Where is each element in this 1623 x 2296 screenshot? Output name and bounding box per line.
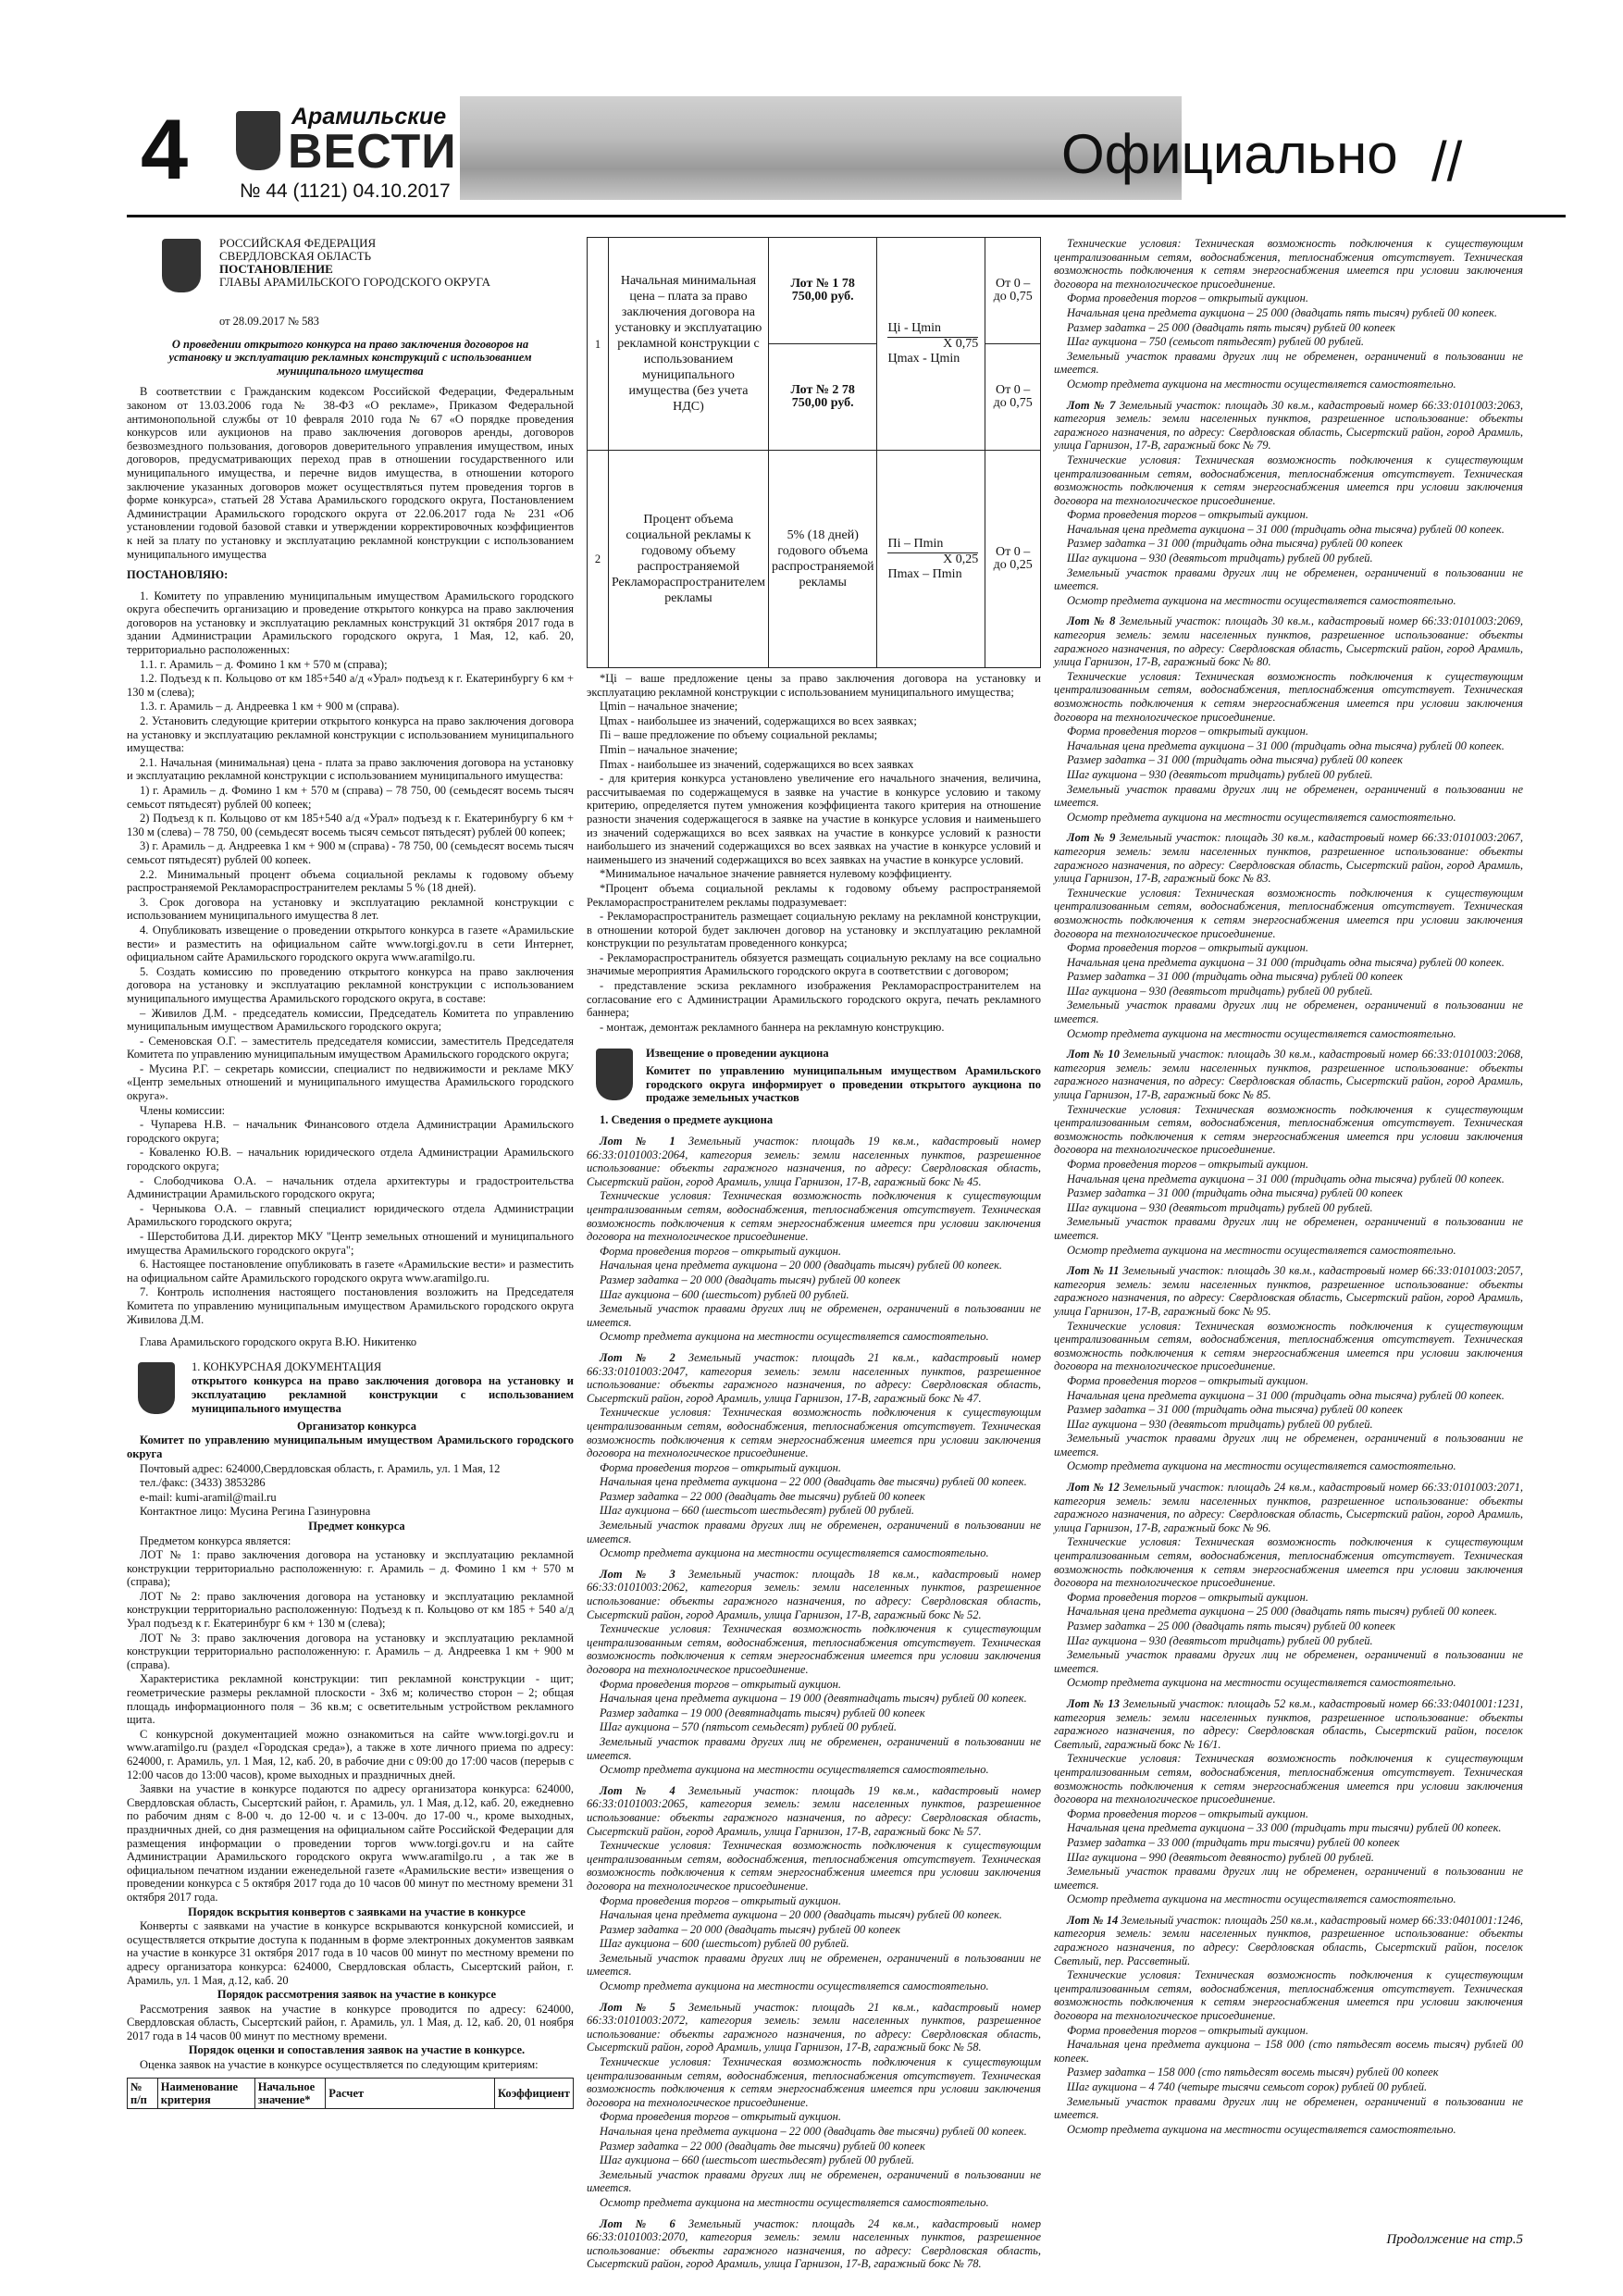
lot-6-cont: Технические условия: Техническая возможность подключения к существующим централизованным сетям, водоснабжения, теплоснабжения отсутствует. Техническая возможность подключения к сетям энергоснабжения имеется при условии заключения договора на технологическое присоединение. Форма проведения торгов – открытый аукцион. Начальная цена предмета аукциона – 25 000 (двадцать пять тысяч) рублей 00 копеек. Размер задатка – 25 000 (двадцать пять тысяч) рублей 00 копеек Шаг аукциона – 750 (семьсот пятьдесят) рублей 00 рублей. Земельный участок правами других лиц не обременен, ограничений в пользовании не имеется. Осмотр предмета аукциона на местности осуществляется самостоятельно.	[1054, 237, 1523, 391]
slash-icon: //	[1431, 130, 1463, 192]
contest-subheading: открытого конкурса на право заключения договора на установку и эксплуатацию рекламной конструкции с использованием муниципального имущества	[192, 1374, 574, 1415]
column-middle: 1 Начальная минимальная цена – плата за право заключения договора на установку и эксплуатацию рекламной конструкции с использованием муниципального имущества (без учета НДС) Лот № 1 78 750,00 руб. Ці - Цmin X 0,75 Цmax - Цmin От 0 – до 0,75 Лот № 2 78 750,00 руб. От 0 – до 0,75 2 Процент объема социальной рекламы к годовому объему распространяемой Рекламораспространителем рекламы 5% (18 дней) годового объема распространяемой рекламы Пі – Пmin X 0,25 Пmax – Пmin От 0 – до 0,25 *Ці – ваше предложение цены за право заключения договора на установку и эксплуатацию рекламной конструкции с использованием муниципального имущества; Цmin – начальное значение; Цmax - наибольшее из значений, содержащихся во всех заявках; Пі – ваше предложение по объему социальной рекламы; Пmin – начальное значение; Пmax - наибольшее из значений, содержащихся во всех заявках - для критерия конкурса установлено увеличение его начального значения, величина, рассчитываемая по содержащемуся в заявке на участие в конкурсе условию и такому критерию, определяется путем умножения коэффициента такого критерия на отношение разности значения содержащегося в заявке на участие в конкурсе условия и наименьшего из значений содержащихся во всех заявках на участие в конкурсе условий к разности наибольшего из значений содержащихся во всех заявках на участие в конкурсе условий и наименьшего из значений содержащихся во всех заявках на участие в конкурсе условий. *Минимальное начальное значение равняется нулевому коэффициенту. *Процент объема социальной рекламы к годовому объему распространяемой Рекламораспространителем рекламы подразумевает: - Рекламораспространитель размещает социальную рекламу на рекламной конструкции, в отношении которой будет заключен договор на установку и эксплуатацию рекламной конструкции по результатам проведенного конкурса; - Рекламораспространитель обязуется размещать социальную рекламу на все социально значимые мероприятия Арамильского городского округа в соответствии с договором; - представление эскиза рекламного изображения Рекламораспространителем на согласование его с Администрации Арамильского городского округа, печать рекламного баннера; - монтаж, демонтаж рекламного баннера на рекламную конструкцию. Извещение о проведении аукциона Комитет по управлению муниципальным имуществом Арамильского городского округа информирует о проведении открытого аукциона по продаже земельных участков 1. Сведения о предмете аукциона Лот № 1 Земельный участок: площадь 19 кв.м., кадастровый номер 66:33:0101003:2064, категория земель: земли населенных пунктов, разрешенное использование: объекты гаражного назначения, по адресу: Свердловская область, Сысертский район, город Арамиль, улица Гарнизон, 17-В, гаражный бокс № 45. Технические условия: Техническая возможность подключения к существующим централизованным сетям, водоснабжения, теплоснабжения отсутствует. Техническая возможность подключения к сетям энергоснабжения имеется при условии заключения договора на технологическое присоединение. Форма проведения торгов – открытый аукцион. Начальная цена предмета аукциона – 20 000 (двадцать тысяч) рублей 00 копеек. Размер задатка – 20 000 (двадцать тысяч) рублей 00 копеек Шаг аукциона – 600 (шестьсот) рублей 00 рублей. Земельный участок правами других лиц не обременен, ограничений в пользовании не имеется. Осмотр предмета аукциона на местности осуществляется самостоятельно. Лот № 2 Земельный участок: площадь 21 кв.м., кадастровый номер 66:33:0101003:2047, категория земель: земли населенных пунктов, разрешенное использование: объекты гаражного назначения, по адресу: Свердловская область, Сысертский район, город Арамиль, улица Гарнизон, 17-В, гаражный бокс № 47. Технические условия: Техническая возможность подключения к существующим централизованным сетям, водоснабжения, теплоснабжения отсутствует. Техническая возможность подключения к сетям энергоснабжения имеется при условии заключения договора на технологическое присоединение. Форма проведения торгов – открытый аукцион. Начальная цена предмета аукциона – 22 000 (двадцать две тысячи) рублей 00 копеек. Размер задатка – 22 000 (двадцать две тысячи) рублей 00 копеек Шаг аукциона – 660 (шестьсот шестьдесят) рублей 00 рублей. Земельный участок правами других лиц не обременен, ограничений в пользовании не имеется. Осмотр предмета аукциона на местности осуществляется самостоятельно. Лот № 3 Земельный участок: площадь 18 кв.м., кадастровый номер 66:33:0101003:2062, категория земель: земли населенных пунктов, разрешенное использование: объекты гаражного назначения, по адресу: Свердловская область, Сысертский район, город Арамиль, улица Гарнизон, 17-В, гаражный бокс № 52. Технические условия: Техническая возможность подключения к существующим централизованным сетям, водоснабжения, теплоснабжения отсутствует. Техническая возможность подключения к сетям энергоснабжения имеется при условии заключения договора на технологическое присоединение. Форма проведения торгов – открытый аукцион. Начальная цена предмета аукциона – 19 000 (девятнадцать тысяч) рублей 00 копеек. Размер задатка – 19 000 (девятнадцать тысяч) рублей 00 копеек Шаг аукциона – 570 (пятьсот семьдесят) рублей 00 рублей. Земельный участок правами других лиц не обременен, ограничений в пользовании не имеется. Осмотр предмета аукциона на местности осуществляется самостоятельно. Лот № 4 Земельный участок: площадь 19 кв.м., кадастровый номер 66:33:0101003:2065, категория земель: земли населенных пунктов, разрешенное использование: объекты гаражного назначения, по адресу: Свердловская область, Сысертский район, город Арамиль, улица Гарнизон, 17-В, гаражный бокс № 57. Технические условия: Техническая возможность подключения к существующим централизованным сетям, водоснабжения, теплоснабжения отсутствует. Техническая возможность подключения к сетям энергоснабжения имеется при условии заключения договора на технологическое присоединение. Форма проведения торгов – открытый аукцион. Начальная цена предмета аукциона – 20 000 (двадцать тысяч) рублей 00 копеек. Размер задатка – 20 000 (двадцать тысяч) рублей 00 копеек Шаг аукциона – 600 (шестьсот) рублей 00 рублей. Земельный участок правами других лиц не обременен, ограничений в пользовании не имеется. Осмотр предмета аукциона на местности осуществляется самостоятельно. Лот № 5 Земельный участок: площадь 21 кв.м., кадастровый номер 66:33:0101003:2072, категория земель: земли населенных пунктов, разрешенное использование: объекты гаражного назначения, по адресу: Свердловская область, Сысертский район, город Арамиль, улица Гарнизон, 17-В, гаражный бокс № 58. Технические условия: Техническая возможность подключения к существующим централизованным сетям, водоснабжения, теплоснабжения отсутствует. Техническая возможность подключения к сетям энергоснабжения имеется при условии заключения договора на технологическое присоединение. Форма проведения торгов – открытый аукцион. Начальная цена предмета аукциона – 22 000 (двадцать две тысячи) рублей 00 копеек. Размер задатка – 22 000 (двадцать две тысячи) рублей 00 копеек Шаг аукциона – 660 (шестьсот шестьдесят) рублей 00 рублей. Земельный участок правами других лиц не обременен, ограничений в пользовании не имеется. Осмотр предмета аукциона на местности осуществляется самостоятельно. Лот № 6 Земельный участок: площадь 24 кв.м., кадастровый номер 66:33:0101003:2070, категория земель: земли населенных пунктов, разрешенное использование: объекты гаражного назначения, по адресу: Свердловская область, Сысертский район, город Арамиль, улица Гарнизон, 17-В, гаражный бокс № 78.	[587, 237, 1041, 2236]
page-number: 4	[141, 103, 189, 197]
criteria-table-head: № п/п Наименование критерия Начальное значение* Расчет Коэффициент	[127, 2078, 574, 2109]
continued-note: Продолжение на стр.5	[1386, 2232, 1523, 2247]
lot-5: Лот № 5 Земельный участок: площадь 21 кв.м., кадастровый номер 66:33:0101003:2072, категория земель: земли населенных пунктов, разрешенное использование: объекты гаражного назначения, по адресу: Свердловская область, Сысертский район, город Арамиль, улица Гарнизон, 17-В, гаражный бокс № 58. Технические условия: Техническая возможность подключения к существующим централизованным сетям, водоснабжения, теплоснабжения отсутствует. Техническая возможность подключения к сетям энергоснабжения имеется при условии заключения договора на технологическое присоединение. Форма проведения торгов – открытый аукцион. Начальная цена предмета аукциона – 22 000 (двадцать две тысячи) рублей 00 копеек. Размер задатка – 22 000 (двадцать две тысячи) рублей 00 копеек Шаг аукциона – 660 (шестьсот шестьдесят) рублей 00 рублей. Земельный участок правами других лиц не обременен, ограничений в пользовании не имеется. Осмотр предмета аукциона на местности осуществляется самостоятельно.	[587, 2000, 1041, 2209]
criteria-table	[587, 237, 1041, 668]
lot-9: Лот № 9 Земельный участок: площадь 30 кв.м., кадастровый номер 66:33:0101003:2067, категория земель: земли населенных пунктов, разрешенное использование: объекты гаражного назначения, по адресу: Свердловская область, Сысертский район, город Арамиль, улица Гарнизон, 17-В, гаражный бокс № 83. Технические условия: Техническая возможность подключения к существующим централизованным сетям, водоснабжения, теплоснабжения отсутствует. Техническая возможность подключения к сетям энергоснабжения имеется при условии заключения договора на технологическое присоединение. Форма проведения торгов – открытый аукцион. Начальная цена предмета аукциона – 31 000 (тридцать одна тысяча) рублей 00 копеек. Размер задатка – 31 000 (тридцать одна тысяча) рублей 00 копеек Шаг аукциона – 930 (девятьсот тридцать) рублей 00 рублей. Земельный участок правами других лиц не обременен, ограничений в пользовании не имеется. Осмотр предмета аукциона на местности осуществляется самостоятельно.	[1054, 831, 1524, 1040]
auction-notice-title: Извещение о проведении аукциона	[646, 1047, 829, 1061]
logo-crest-icon	[236, 111, 280, 170]
auction-crest-icon	[596, 1049, 633, 1100]
lot-3: Лот № 3 Земельный участок: площадь 18 кв.м., кадастровый номер 66:33:0101003:2062, категория земель: земли населенных пунктов, разрешенное использование: объекты гаражного назначения, по адресу: Свердловская область, Сысертский район, город Арамиль, улица Гарнизон, 17-В, гаражный бокс № 52. Технические условия: Техническая возможность подключения к существующим централизованным сетям, водоснабжения, теплоснабжения отсутствует. Техническая возможность подключения к сетям энергоснабжения имеется при условии заключения договора на технологическое присоединение. Форма проведения торгов – открытый аукцион. Начальная цена предмета аукциона – 19 000 (девятнадцать тысяч) рублей 00 копеек. Размер задатка – 19 000 (девятнадцать тысяч) рублей 00 копеек Шаг аукциона – 570 (пятьсот семьдесят) рублей 00 рублей. Земельный участок правами других лиц не обременен, ограничений в пользовании не имеется. Осмотр предмета аукциона на местности осуществляется самостоятельно.	[587, 1567, 1041, 1777]
coat-of-arms-icon	[162, 239, 201, 292]
postanovlyayu: ПОСТАНОВЛЯЮ:	[127, 568, 229, 582]
auction-notice-text: Комитет по управлению муниципальным имуществом Арамильского городского округа информирует о проведении открытого аукциона по продаже земельных участков	[646, 1064, 1041, 1105]
column-right	[1054, 237, 1523, 2227]
masthead	[127, 93, 1566, 204]
column-left: РОССИЙСКАЯ ФЕДЕРАЦИЯ СВЕРДЛОВСКАЯ ОБЛАСТЬ ПОСТАНОВЛЕНИЕ ГЛАВЫ АРАМИЛЬСКОГО ГОРОДСКОГО ОКРУГА от 28.09.2017 № 583 О проведении открытого конкурса на право заключения договоров на установку и эксплуатацию рекламных конструкций с использованием муниципального имущества В соответствии с Гражданским кодексом Российской Федерации, Федеральным законом от 13.03.2006 года № 38-ФЗ «О рекламе», Приказом Федеральной антимонопольной службы от 10 февраля 2010 года № 67 «О порядке проведения конкурсов или аукционов на право заключения договоров аренды, договоров безвозмездного пользования, договоров доверительного управления имуществом, иных договоров, предусматривающих переход прав в отношении государственного или муниципального имущества, и перечне видов имущества, в отношении которого заключение указанных договоров может осуществляться путем проведения торгов в форме конкурса», статьей 28 Устава Арамильского городского округа, Постановлением Администрации Арамильского городского округа от 22.06.2017 года № 231 «Об установлении годовой базовой ставки и утверждении корректировочных коэффициентов к ней за плату по установку и эксплуатацию рекламной конструкции с использованием муниципального имущества ПОСТАНОВЛЯЮ: 1. Комитету по управлению муниципальным имуществом Арамильского городского округа обеспечить организацию и проведение открытого конкурса на право заключения договоров на установку и эксплуатацию рекламных конструкций 31 октября 2017 года в здании Администрации Арамильского городского округа, 1 Мая, 12, каб. 20, территориально расположенных: 1.1. г. Арамиль – д. Фомино 1 км + 570 м (справа); 1.2. Подъезд к п. Кольцово от км 185+540 а/д «Урал» подъезд к г. Екатеринбургу 6 км + 130 м (слева); 1.3. г. Арамиль – д. Андреевка 1 км + 900 м (справа). 2. Установить следующие критерии открытого конкурса на право заключения договора на установку и эксплуатацию рекламной конструкции с использованием муниципального имущества: 2.1. Начальная (минимальная) цена - плата за право заключения договора на установку и эксплуатацию рекламной конструкции с использованием муниципального имущества: 1) г. Арамиль – д. Фомино 1 км + 570 м (справа) – 78 750, 00 (семьдесят восемь тысяч семьсот пятьдесят) рублей 00 копеек; 2) Подъезд к п. Кольцово от км 185+540 а/д «Урал» подъезд к г. Екатеринбургу 6 км + 130 м (слева) – 78 750, 00 (семьдесят восемь тысяч семьсот пятьдесят) рублей 00 копеек; 3) г. Арамиль – д. Андреевка 1 км + 900 м (справа) - 78 750, 00 (семьдесят восемь тысяч семьсот пятьдесят) рублей 00 копеек. 2.2. Минимальный процент объема социальной рекламы к годовому объему распространяемой Рекламораспространителем рекламы 5 % (18 дней). 3. Срок договора на установку и эксплуатацию рекламной конструкции с использованием муниципального имущества 8 лет. 4. Опубликовать извещение о проведении открытого конкурса в газете «Арамильские вести» и разместить на официальном сайте www.torgi.gov.ru в сети Интернет, официальном сайте Арамильского городского округа www.aramilgo.ru. 5. Создать комиссию по проведению открытого конкурса на право заключения договора на установку и эксплуатацию рекламной конструкции с использованием муниципального имущества Арамильского городского округа, в составе: – Живилов Д.М. - председатель комиссии, Председатель Комитета по управлению муниципальным имуществом Арамильского городского округа; - Семеновская О.Г. – заместитель председателя комиссии, заместитель Председателя Комитета по управлению муниципальным имуществом Арамильского городского округа; - Мусина Р.Г. – секретарь комиссии, специалист по недвижимости и рекламе МКУ «Центр земельных отношений и муниципального имущества Арамильского городского округа». Члены комиссии: - Чупарева Н.В. – начальник Финансового отдела Администрации Арамильского городского округа; - Коваленко Ю.В. – начальник юридического отдела Администрации Арамильского городского округа; - Слободчикова О.А. – начальник отдела архитектуры и градостроительства Администрации Арамильского городского округа; - Черныкова О.А. – главный специалист юридического отдела Администрации Арамильского городского округа; - Шерстобитова Д.И. директор МКУ "Центр земельных отношений и муниципального имущества Арамильского городского округа"; 6. Настоящее постановление опубликовать в газете «Арамильские вести» и разместить на официальном сайте Арамильского городского округа www.aramilgo.ru. 7. Контроль исполнения настоящего постановления возложить на Председателя Комитета по управлению муниципальным имуществом Арамильского городского округа Живилова Д.М. Глава Арамильского городского округа В.Ю. Никитенко 1. КОНКУРСНАЯ ДОКУМЕНТАЦИЯ открытого конкурса на право заключения договора на установку и эксплуатацию рекламной конструкции с использованием муниципального имущества Организатор конкурса Комитет по управлению муниципальным имуществом Арамильского городского округа Почтовый адрес: 624000,Свердловская область, г. Арамиль, ул. 1 Мая, 12 тел./факс: (3433) 3853286 e-mail: kumi-aramil@mail.ru Контактное лицо: Мусина Регина Газинуровна Предмет конкурса Предметом конкурса является: ЛОТ № 1: право заключения договора на установку и эксплуатацию рекламной конструкции территориально расположенную: г. Арамиль – д. Фомино 1 км + 570 м (справа); ЛОТ № 2: право заключения договора на установку и эксплуатацию рекламной конструкции территориально расположенную: Подъезд к п. Кольцово от км 185 + 540 а/д Урал подъезд к г. Екатеринбург 6 км + 130 м (слева); ЛОТ № 3: право заключения договора на установку и эксплуатацию рекламной конструкции территориально расположенную: г. Арамиль – д. Андреевка 1 км + 900 м (справа). Характеристика рекламной конструкции: тип рекламной конструкции - щит; геометрические размеры рекламной плоскости - 3х6 м; количество сторон – 2; общая площадь информационного поля – 36 кв.м; с осветительным устройством рекламного щита. С конкурсной документацией можно ознакомиться на сайте www.torgi.gov.ru и www.aramilgo.ru (раздел «Городская среда»), а также в хоте личного приема по адресу: 624000, г. Арамиль, ул. 1 Мая, 12, каб. 20, в рабочие дни с 09:00 до 17:00 часов (перерыв с 12:00 часов до 13:00 часов), кроме выходных и праздничных дней. Заявки на участие в конкурсе подаются по адресу организатора конкурса: 624000, Свердловская область, Сысертский район, г. Арамиль, ул. 1 Мая, д.12, каб. 20, ежедневно по рабочим дням с 8-00 ч. до 12-00 ч. и с 13-00ч. до 17-00 ч., кроме выходных, праздничных дней, со дня размещения на официальном сайте Российской Федерации для размещения информации о проведении торгов www.torgi.gov.ru и на сайте Администрации Арамильского городского округа www.aramilgo.ru , а так же в официальном печатном издании еженедельной газете «Арамильские вести» извещения о проведении конкурса с 5 октября 2017 года до 10 часов 00 минут по местному времени 31 октября 2017 года. Порядок вскрытия конвертов с заявками на участие в конкурсе Конверты с заявками на участие в конкурсе вскрываются конкурсной комиссией, и осуществляется открытие доступа к поданным в форме электронных документов заявкам на участие в конкурсе 31 октября 2017 года в 10 часов 00 минут по местному времени по адресу организатора конкурса: 624000, Свердловская область, Сысертский район, г. Арамиль, ул. 1 Мая, д.12, каб. 20 Порядок рассмотрения заявок на участие в конкурсе Рассмотрения заявок на участие в конкурсе проводится по адресу: 624000, Свердловская область, Сысертский район, г. Арамиль, ул. 1 Мая, д. 12, каб. 20, 01 ноября 2017 года в 14 часов 00 минут по местному времени. Порядок оценки и сопоставления заявок на участие в конкурсе. Оценка заявок на участие в конкурсе осуществляется по следующим критериям: № п/п Наименование критерия Начальное значение* Расчет Коэффициент	[127, 237, 574, 2236]
contest-crest-icon	[138, 1362, 175, 1414]
lot-7: Лот № 7 Земельный участок: площадь 30 кв.м., кадастровый номер 66:33:0101003:2063, категория земель: земли населенных пунктов, разрешенное использование: объекты гаражного назначения, по адресу: Свердловская область, Сысертский район, город Арамиль, улица Гарнизон, 17-В, гаражный бокс № 79. Технические условия: Техническая возможность подключения к существующим централизованным сетям, водоснабжения, теплоснабжения отсутствует. Техническая возможность подключения к сетям энергоснабжения имеется при условии заключения договора на технологическое присоединение. Форма проведения торгов – открытый аукцион. Начальная цена предмета аукциона – 31 000 (тридцать одна тысяча) рублей 00 копеек. Размер задатка – 31 000 (тридцать одна тысяча) рублей 00 копеек Шаг аукциона – 930 (девятьсот тридцать) рублей 00 рублей. Земельный участок правами других лиц не обременен, ограничений в пользовании не имеется. Осмотр предмета аукциона на местности осуществляется самостоятельно.	[1054, 398, 1524, 607]
lot-4: Лот № 4 Земельный участок: площадь 19 кв.м., кадастровый номер 66:33:0101003:2065, категория земель: земли населенных пунктов, разрешенное использование: объекты гаражного назначения, по адресу: Свердловская область, Сысертский район, город Арамиль, улица Гарнизон, 17-В, гаражный бокс № 57. Технические условия: Техническая возможность подключения к существующим централизованным сетям, водоснабжения, теплоснабжения отсутствует. Техническая возможность подключения к сетям энергоснабжения имеется при условии заключения договора на технологическое присоединение. Форма проведения торгов – открытый аукцион. Начальная цена предмета аукциона – 20 000 (двадцать тысяч) рублей 00 копеек. Размер задатка – 20 000 (двадцать тысяч) рублей 00 копеек Шаг аукциона – 600 (шестьсот) рублей 00 рублей. Земельный участок правами других лиц не обременен, ограничений в пользовании не имеется. Осмотр предмета аукциона на местности осуществляется самостоятельно.	[587, 1783, 1041, 1993]
notes: *Ці – ваше предложение цены за право заключения договора на установку и эксплуатацию рекламной конструкции с использованием муниципального имущества; Цmin – начальное значение; Цmax - наибольшее из значений, содержащихся во всех заявках; Пі – ваше предложение по объему социальной рекламы; Пmin – начальное значение; Пmax - наибольшее из значений, содержащихся во всех заявках - для критерия конкурса установлено увеличение его начального значения, величина, рассчитываемая по содержащемуся в заявке на участие в конкурсе условию и такому критерию, определяется путем умножения коэффициента такого критерия на отношение разности значения содержащегося в заявке на участие в конкурсе условия и наименьшего из значений содержащихся во всех заявках на участие в конкурсе условий к разности наибольшего из значений содержащихся во всех заявках на участие в конкурсе условий и наименьшего из значений содержащихся во всех заявках на участие в конкурсе условий. *Минимальное начальное значение равняется нулевому коэффициенту. *Процент объема социальной рекламы к годовому объему распространяемой Рекламораспространителем рекламы подразумевает: - Рекламораспространитель размещает социальную рекламу на рекламной конструкции, в отношении которой будет заключен договор на установку и эксплуатацию рекламной конструкции по результатам проведенного конкурса; - Рекламораспространитель обязуется размещать социальную рекламу на все социально значимые мероприятия Арамильского городского округа в соответствии с договором; - представление эскиза рекламного изображения Рекламораспространителем на согласование его с Администрации Арамильского городского округа, печать рекламного баннера; - монтаж, демонтаж рекламного баннера на рекламную конструкцию.	[587, 672, 1041, 1034]
table-row: 1 Начальная минимальная цена – плата за право заключения договора на установку и эксплуатацию рекламной конструкции с использованием муниципального имущества (без учета НДС) Лот № 1 78 750,00 руб. Ці - Цmin X 0,75 Цmax - Цmin От 0 – до 0,75	[588, 238, 1041, 344]
lot-11: Лот № 11 Земельный участок: площадь 30 кв.м., кадастровый номер 66:33:0101003:2057, категория земель: земли населенных пунктов, разрешенное использование: объекты гаражного назначения, по адресу: Свердловская область, Сысертский район, город Арамиль, улица Гарнизон, 17-В, гаражный бокс № 95. Технические условия: Техническая возможность подключения к существующим централизованным сетям, водоснабжения, теплоснабжения отсутствует. Техническая возможность подключения к сетям энергоснабжения имеется при условии заключения договора на технологическое присоединение. Форма проведения торгов – открытый аукцион. Начальная цена предмета аукциона – 31 000 (тридцать одна тысяча) рублей 00 копеек. Размер задатка – 31 000 (тридцать одна тысяча) рублей 00 копеек Шаг аукциона – 930 (девятьсот тридцать) рублей 00 рублей. Земельный участок правами других лиц не обременен, ограничений в пользовании не имеется. Осмотр предмета аукциона на местности осуществляется самостоятельно.	[1054, 1264, 1524, 1473]
logo-line1: Арамильские	[291, 104, 447, 130]
lot-10: Лот № 10 Земельный участок: площадь 30 кв.м., кадастровый номер 66:33:0101003:2068, категория земель: земли населенных пунктов, разрешенное использование: объекты гаражного назначения, по адресу: Свердловская область, Сысертский район, город Арамиль, улица Гарнизон, 17-В, гаражный бокс № 85. Технические условия: Техническая возможность подключения к существующим централизованным сетям, водоснабжения, теплоснабжения отсутствует. Техническая возможность подключения к сетям энергоснабжения имеется при условии заключения договора на технологическое присоединение. Форма проведения торгов – открытый аукцион. Начальная цена предмета аукциона – 31 000 (тридцать одна тысяча) рублей 00 копеек. Размер задатка – 31 000 (тридцать одна тысяча) рублей 00 копеек Шаг аукциона – 930 (девятьсот тридцать) рублей 00 рублей. Земельный участок правами других лиц не обременен, ограничений в пользовании не имеется. Осмотр предмета аукциона на местности осуществляется самостоятельно.	[1054, 1048, 1524, 1257]
contest-heading: 1. КОНКУРСНАЯ ДОКУМЕНТАЦИЯ	[192, 1359, 382, 1373]
table-row: Лот № 2 78 750,00 руб. От 0 – до 0,75	[588, 344, 1041, 451]
lot-12: Лот № 12 Земельный участок: площадь 24 кв.м., кадастровый номер 66:33:0101003:2071, категория земель: земли населенных пунктов, разрешенное использование: объекты гаражного назначения, по адресу: Свердловская область, Сысертский район, город Арамиль, улица Гарнизон, 17-В, гаражный бокс № 96. Технические условия: Техническая возможность подключения к существующим централизованным сетям, водоснабжения, теплоснабжения отсутствует. Техническая возможность подключения к сетям энергоснабжения имеется при условии заключения договора на технологическое присоединение. Форма проведения торгов – открытый аукцион. Начальная цена предмета аукциона – 25 000 (двадцать пять тысяч) рублей 00 копеек. Размер задатка – 25 000 (двадцать пять тысяч) рублей 00 копеек Шаг аукциона – 930 (девятьсот тридцать) рублей 00 рублей. Земельный участок правами других лиц не обременен, ограничений в пользовании не имеется. Осмотр предмета аукциона на местности осуществляется самостоятельно.	[1054, 1481, 1524, 1690]
issue-number: № 44 (1121) 04.10.2017	[240, 180, 451, 202]
header-rule	[127, 215, 1566, 217]
logo-line2: ВЕСТИ	[288, 125, 457, 179]
lot-14: Лот № 14 Земельный участок: площадь 250 кв.м., кадастровый номер 66:33:0401001:1246, категория земель: земли населенных пунктов, разрешенное использование: объекты гаражного назначения, по адресу: Свердловская область, Сысертский район, поселок Светлый, пер. Рассветный. Технические условия: Техническая возможность подключения к существующим централизованным сетям, водоснабжения, теплоснабжения отсутствует. Техническая возможность подключения к сетям энергоснабжения имеется при условии заключения договора на технологическое присоединение. Форма проведения торгов – открытый аукцион. Начальная цена предмета аукциона – 158 000 (сто пятьдесят восемь тысяч) рублей 00 копеек. Размер задатка – 158 000 (сто пятьдесят восемь тысяч) рублей 00 копеек Шаг аукциона – 4 740 (четыре тысячи семьсот сорок) рублей 00 рублей. Земельный участок правами других лиц не обременен, ограничений в пользовании не имеется. Осмотр предмета аукциона на местности осуществляется самостоятельно.	[1054, 1913, 1524, 2136]
lot-1: Лот № 1 Земельный участок: площадь 19 кв.м., кадастровый номер 66:33:0101003:2064, категория земель: земли населенных пунктов, разрешенное использование: объекты гаражного назначения, по адресу: Свердловская область, Сысертский район, город Арамиль, улица Гарнизон, 17-В, гаражный бокс № 45. Технические условия: Техническая возможность подключения к существующим централизованным сетям, водоснабжения, теплоснабжения отсутствует. Техническая возможность подключения к сетям энергоснабжения имеется при условии заключения договора на технологическое присоединение. Форма проведения торгов – открытый аукцион. Начальная цена предмета аукциона – 20 000 (двадцать тысяч) рублей 00 копеек. Размер задатка – 20 000 (двадцать тысяч) рублей 00 копеек Шаг аукциона – 600 (шестьсот) рублей 00 рублей. Земельный участок правами других лиц не обременен, ограничений в пользовании не имеется. Осмотр предмета аукциона на местности осуществляется самостоятельно.	[587, 1135, 1041, 1344]
lot-2: Лот № 2 Земельный участок: площадь 21 кв.м., кадастровый номер 66:33:0101003:2047, категория земель: земли населенных пунктов, разрешенное использование: объекты гаражного назначения, по адресу: Свердловская область, Сысертский район, город Арамиль, улица Гарнизон, 17-В, гаражный бокс № 47. Технические условия: Техническая возможность подключения к существующим централизованным сетям, водоснабжения, теплоснабжения отсутствует. Техническая возможность подключения к сетям энергоснабжения имеется при условии заключения договора на технологическое присоединение. Форма проведения торгов – открытый аукцион. Начальная цена предмета аукциона – 22 000 (двадцать две тысячи) рублей 00 копеек. Размер задатка – 22 000 (двадцать две тысячи) рублей 00 копеек Шаг аукциона – 660 (шестьсот шестьдесят) рублей 00 рублей. Земельный участок правами других лиц не обременен, ограничений в пользовании не имеется. Осмотр предмета аукциона на местности осуществляется самостоятельно.	[587, 1350, 1041, 1560]
lot-8: Лот № 8 Земельный участок: площадь 30 кв.м., кадастровый номер 66:33:0101003:2069, категория земель: земли населенных пунктов, разрешенное использование: объекты гаражного назначения, по адресу: Свердловская область, Сысертский район, город Арамиль, улица Гарнизон, 17-В, гаражный бокс № 80. Технические условия: Техническая возможность подключения к существующим централизованным сетям, водоснабжения, теплоснабжения отсутствует. Техническая возможность подключения к сетям энергоснабжения имеется при условии заключения договора на технологическое присоединение. Форма проведения торгов – открытый аукцион. Начальная цена предмета аукциона – 31 000 (тридцать одна тысяча) рублей 00 копеек. Размер задатка – 31 000 (тридцать одна тысяча) рублей 00 копеек Шаг аукциона – 930 (девятьсот тридцать) рублей 00 рублей. Земельный участок правами других лиц не обременен, ограничений в пользовании не имеется. Осмотр предмета аукциона на местности осуществляется самостоятельно.	[1054, 614, 1524, 824]
table-row: 2 Процент объема социальной рекламы к годовому объему распространяемой Рекламораспространителем рекламы 5% (18 дней) годового объема распространяемой рекламы Пі – Пmin X 0,25 Пmax – Пmin От 0 – до 0,25	[588, 451, 1041, 668]
decree-date: от 28.09.2017 № 583	[219, 315, 319, 328]
lot-6: Лот № 6 Земельный участок: площадь 24 кв.м., кадастровый номер 66:33:0101003:2070, категория земель: земли населенных пунктов, разрешенное использование: объекты гаражного назначения, по адресу: Свердловская область, Сысертский район, город Арамиль, улица Гарнизон, 17-В, гаражный бокс № 78.	[587, 2216, 1041, 2271]
section-title: Официально	[1061, 123, 1398, 185]
decree-signature: Глава Арамильского городского округа В.Ю. Никитенко	[140, 1335, 417, 1349]
decree-title: О проведении открытого конкурса на право заключения договоров на установку и эксплуатацию рекламных конструкций с использованием муниципального имущества	[168, 337, 532, 378]
decree-head: РОССИЙСКАЯ ФЕДЕРАЦИЯ СВЕРДЛОВСКАЯ ОБЛАСТЬ ПОСТАНОВЛЕНИЕ ГЛАВЫ АРАМИЛЬСКОГО ГОРОДСКОГО ОКРУГА	[219, 236, 490, 289]
decree-preamble: В соответствии с Гражданским кодексом Российской Федерации, Федеральным законом от 13.03.2006 года № 38-ФЗ «О рекламе», Приказом Федеральной антимонопольной службы от 10 февраля 2010 года № 67 «О порядке проведения конкурсов или аукционов на право заключения договоров аренды, договоров безвозмездного пользования, договоров доверительного управления имуществом, иных договоров, предусматривающих переход прав в отношении государственного или муниципального имущества, и перечне видов имущества, в отношении которого заключение указанных договоров может осуществляться путем проведения торгов в форме конкурса», статьей 28 Устава Арамильского городского округа, Постановлением Администрации Арамильского городского округа от 22.06.2017 года № 231 «Об установлении годовой базовой ставки и утверждении корректировочных коэффициентов к ней за плату по установку и эксплуатацию рекламной конструкции с использованием муниципального имущества	[127, 385, 574, 561]
lot-13: Лот № 13 Земельный участок: площадь 52 кв.м., кадастровый номер 66:33:0401001:1231, категория земель: земли населенных пунктов, разрешенное использование: объекты гаражного назначения, по адресу: Свердловская область, Сысертский район, поселок Светлый, гаражный бокс № 16/1. Технические условия: Техническая возможность подключения к существующим централизованным сетям, водоснабжения, теплоснабжения отсутствует. Техническая возможность подключения к сетям энергоснабжения имеется при условии заключения договора на технологическое присоединение. Форма проведения торгов – открытый аукцион. Начальная цена предмета аукциона – 33 000 (тридцать три тысячи) рублей 00 копеек. Размер задатка – 33 000 (тридцать три тысячи) рублей 00 копеек Шаг аукциона – 990 (девятьсот девяносто) рублей 00 рублей. Земельный участок правами других лиц не обременен, ограничений в пользовании не имеется. Осмотр предмета аукциона на местности осуществляется самостоятельно.	[1054, 1696, 1524, 1906]
